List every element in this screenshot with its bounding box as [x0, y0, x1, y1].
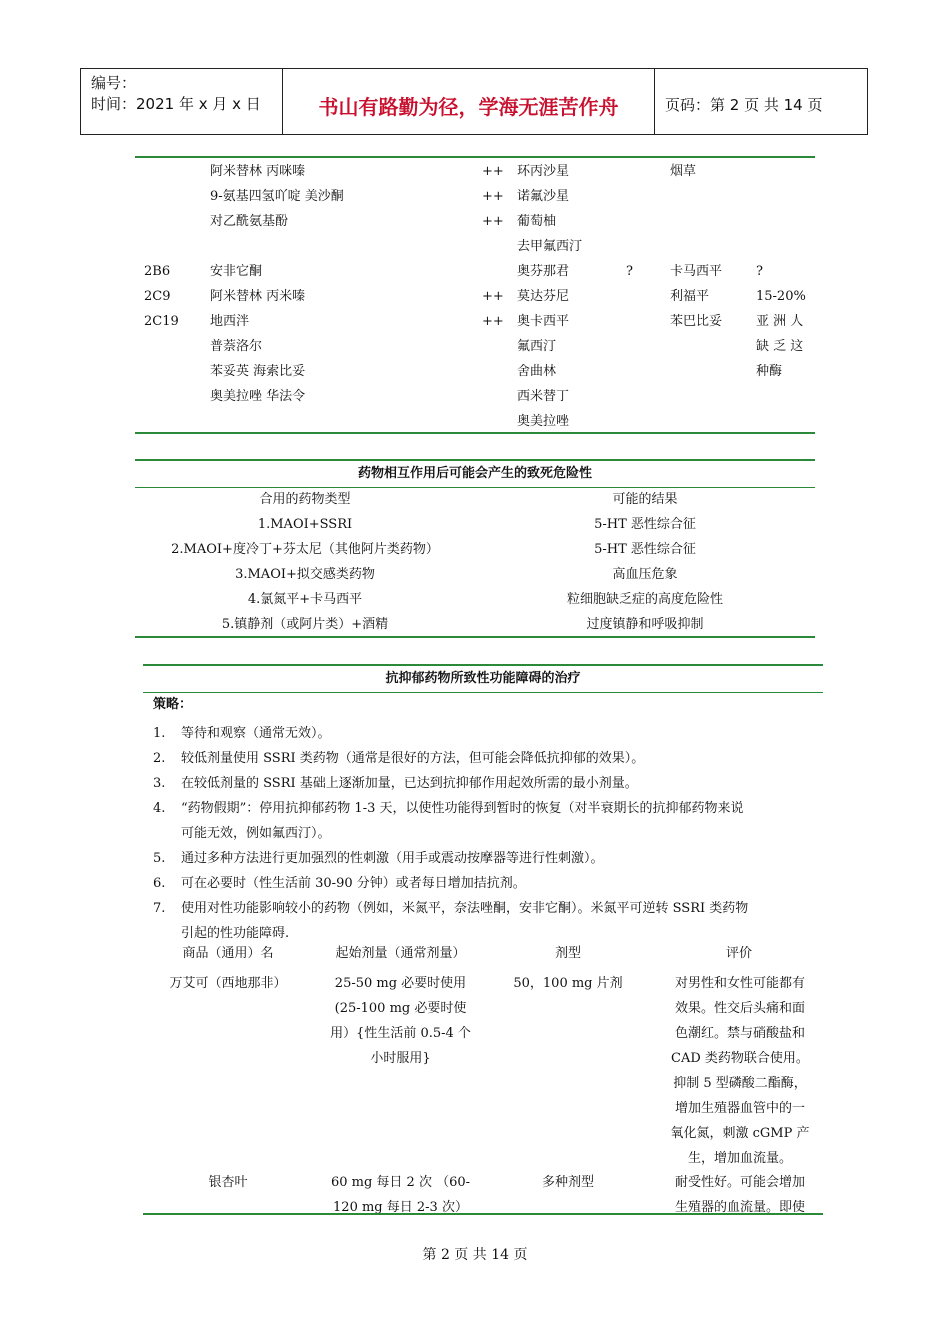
- table1-cell-inhib: 奥美拉唑: [517, 414, 570, 429]
- table1-cell-drug: 阿米替林 丙咪嗪: [210, 164, 306, 179]
- section3-title: 抗抑郁药物所致性功能障碍的治疗: [385, 671, 581, 686]
- strategy-item-text: “药物假期”：停用抗抑郁药物 1-3 天，以使性功能得到暂时的恢复（对半衰期长的抗抑郁药物来说: [181, 801, 744, 816]
- table1-cell-mark: ++: [482, 164, 504, 179]
- table1-bottom-rule: [135, 432, 815, 434]
- strategy-item-text: 使用对性功能影响较小的药物（例如，米氮平，奈法唑酮，安非它酮）。米氮平可逆转 SSRI 类药物: [181, 901, 749, 916]
- table1-cell-drug: 地西泮: [210, 314, 250, 329]
- strategy-item-text: 可能无效，例如氟西汀）。: [181, 826, 331, 841]
- table1-cell-mark: ++: [482, 189, 504, 204]
- table1-cell-inhib: 诺氟沙星: [517, 189, 570, 204]
- table2-cell-combo: 3.MAOI+拟交感类药物: [235, 567, 375, 582]
- header-date: 时间：2021 年 x 月 x 日: [91, 95, 261, 113]
- table2-header-result: 可能的结果: [612, 492, 678, 507]
- dose-line: 小时服用}: [370, 1051, 431, 1066]
- table1-cell-mark: ++: [482, 314, 504, 329]
- dose-line: 25-50 mg 必要时使用: [334, 976, 467, 991]
- table2-header-combo: 合用的药物类型: [259, 492, 351, 507]
- comment-line: 生殖器的血流量。即使: [674, 1200, 805, 1215]
- table2-title: 药物相互作用后可能会产生的致死危险性: [357, 466, 592, 481]
- table1-cell-mark: ++: [482, 289, 504, 304]
- table1-cell-inhib: 氟西汀: [517, 339, 557, 354]
- strategy-item-number: 5.: [153, 851, 166, 866]
- comment-line: 色潮红。禁与硝酸盐和: [674, 1026, 805, 1041]
- comment-line: 增加生殖器血管中的一: [674, 1101, 805, 1116]
- comment-line: 抑制 5 型磷酸二酯酶，: [673, 1076, 807, 1091]
- strategy-item-number: 1.: [153, 726, 166, 741]
- strategy-item-text: 在较低剂量的 SSRI 基础上逐渐加量，已达到抗抑郁作用起效所需的最小剂量。: [181, 776, 638, 791]
- table1-cell-note: 种酶: [756, 364, 783, 379]
- table1-cell-enzyme: 2C9: [144, 289, 171, 304]
- header-info: [81, 69, 283, 134]
- dose-header-name: 商品（通用）名: [182, 946, 274, 961]
- table1-cell-enzyme: 2C19: [144, 314, 179, 329]
- table1-cell-drug: 安非它酮: [210, 264, 263, 279]
- table1-cell-note: 亚 洲 人: [756, 314, 804, 329]
- table1-cell-drug: 奥美拉唑 华法令: [210, 389, 306, 404]
- dose-cell-dose: [318, 971, 483, 1071]
- dose-header-form: 剂型: [554, 946, 581, 961]
- table2-cell-result: 高血压危象: [612, 567, 678, 582]
- table2-cell-combo: 2.MAOI+度冷丁+芬太尼（其他阿片类药物）: [171, 542, 439, 557]
- table1-cell-inhib: 西米替丁: [517, 389, 570, 404]
- strategy-item-number: 2.: [153, 751, 166, 766]
- table1-cell-inducer: 苯巴比妥: [670, 314, 723, 329]
- comment-line: 氧化氮，刺激 cGMP 产: [670, 1126, 810, 1141]
- strategy-item-number: 7.: [153, 901, 166, 916]
- dose-cell-form: 多种剂型: [541, 1175, 594, 1190]
- dose-line: 120 mg 每日 2-3 次）: [333, 1200, 468, 1215]
- header-number: 编号：: [91, 74, 137, 92]
- table1-cell-inhib: 奥芬那君: [517, 264, 570, 279]
- section3-top-rule: [143, 664, 823, 666]
- table1-cell-inhib: 舍曲林: [517, 364, 557, 379]
- table1-cell-drug: 阿米替林 丙米嗪: [210, 289, 306, 304]
- table2-cell-result: 5-HT 恶性综合征: [594, 517, 696, 532]
- comment-line: 效果。性交后头痛和面: [674, 1001, 805, 1016]
- strategy-item-number: 3.: [153, 776, 166, 791]
- table1-cell-inducer: 卡马西平: [670, 264, 723, 279]
- header-page: 页码：第 2 页 共 14 页: [665, 96, 823, 114]
- comment-line: CAD 类药物联合使用。: [671, 1051, 809, 1066]
- table1-cell-inhib: 葡萄柚: [517, 214, 557, 229]
- dose-cell-form: 50，100 mg 片剂: [513, 976, 623, 991]
- strategy-item-text: 可在必要时（性生活前 30-90 分钟）或者每日增加拮抗剂。: [181, 876, 526, 891]
- table1-cell-drug: 普萘洛尔: [210, 339, 263, 354]
- table1-cell-inhib: 环丙沙星: [517, 164, 570, 179]
- header-motto: 书山有路勤为径，学海无涯苦作舟: [283, 69, 655, 134]
- table1-cell-note: 15-20%: [756, 289, 806, 304]
- table2-cell-combo: 1.MAOI+SSRI: [257, 517, 353, 532]
- strategy-item-text: 较低剂量使用 SSRI 类药物（通常是很好的方法，但可能会降低抗抑郁的效果）。: [181, 751, 645, 766]
- page-footer: 第 2 页 共 14 页: [422, 1247, 528, 1263]
- strategy-item-text: 等待和观察（通常无效）。: [181, 726, 331, 741]
- section3-bottom-rule: [143, 1213, 823, 1215]
- section3-title-rule: [143, 692, 823, 693]
- comment-line: 耐受性好。可能会增加: [674, 1175, 805, 1190]
- dose-cell-name: 银杏叶: [208, 1175, 248, 1190]
- table2-top-rule: [135, 459, 815, 461]
- table1-cell-mark: ++: [482, 214, 504, 229]
- table2-bottom-rule: [135, 636, 815, 638]
- dose-line: (25-100 mg 必要时使: [334, 1001, 467, 1016]
- strategy-item-number: 4.: [153, 801, 166, 816]
- table2-cell-result: 过度镇静和呼吸抑制: [586, 617, 704, 632]
- table2-cell-result: 粒细胞缺乏症的高度危险性: [566, 592, 723, 607]
- comment-line: 对男性和女性可能都有: [674, 976, 805, 991]
- table1-cell-inducer: 利福平: [670, 289, 710, 304]
- comment-line: 生，增加血流量。: [687, 1151, 792, 1166]
- table2-title-rule: [135, 487, 815, 488]
- table1-cell-drug: 9-氨基四氢吖啶 美沙酮: [210, 189, 344, 204]
- table1-cell-drug: 对乙酰氨基酚: [210, 214, 289, 229]
- dose-header-dose: 起始剂量（通常剂量）: [335, 946, 466, 961]
- strategy-label: 策略：: [153, 697, 193, 712]
- strategy-item-text: 引起的性功能障碍.: [181, 926, 290, 941]
- table2-cell-combo: 5.镇静剂（或阿片类）+酒精: [221, 617, 389, 632]
- table1-cell-note: 缺 乏 这: [756, 339, 804, 354]
- table2-cell-result: 5-HT 恶性综合征: [594, 542, 696, 557]
- table1-cell-inhib: 奥卡西平: [517, 314, 570, 329]
- table1-cell-inducer: 烟草: [670, 164, 697, 179]
- table1-cell-enzyme: 2B6: [144, 264, 171, 279]
- table1-cell-inhib: 莫达芬尼: [517, 289, 570, 304]
- dose-header-comment: 评价: [725, 946, 752, 961]
- dose-line: 60 mg 每日 2 次 （60-: [330, 1175, 471, 1190]
- table1-top-rule: [135, 156, 815, 158]
- dose-cell-comment: [660, 971, 820, 1171]
- strategy-item-text: 通过多种方法进行更加强烈的性刺激（用手或震动按摩器等进行性刺激）。: [181, 851, 604, 866]
- strategy-item-number: 6.: [153, 876, 166, 891]
- table1-cell-drug: 苯妥英 海索比妥: [210, 364, 306, 379]
- table1-cell-inhib: 去甲氟西汀: [517, 239, 583, 254]
- page-header: [80, 68, 868, 135]
- dose-cell-name: 万艾可（西地那非）: [169, 976, 287, 991]
- table1-cell-q: ?: [626, 264, 633, 279]
- dose-line: 用）{性生活前 0.5-4 个: [330, 1026, 471, 1041]
- table2-cell-combo: 4.氯氮平+卡马西平: [247, 592, 363, 607]
- table1-cell-note: ?: [756, 264, 763, 279]
